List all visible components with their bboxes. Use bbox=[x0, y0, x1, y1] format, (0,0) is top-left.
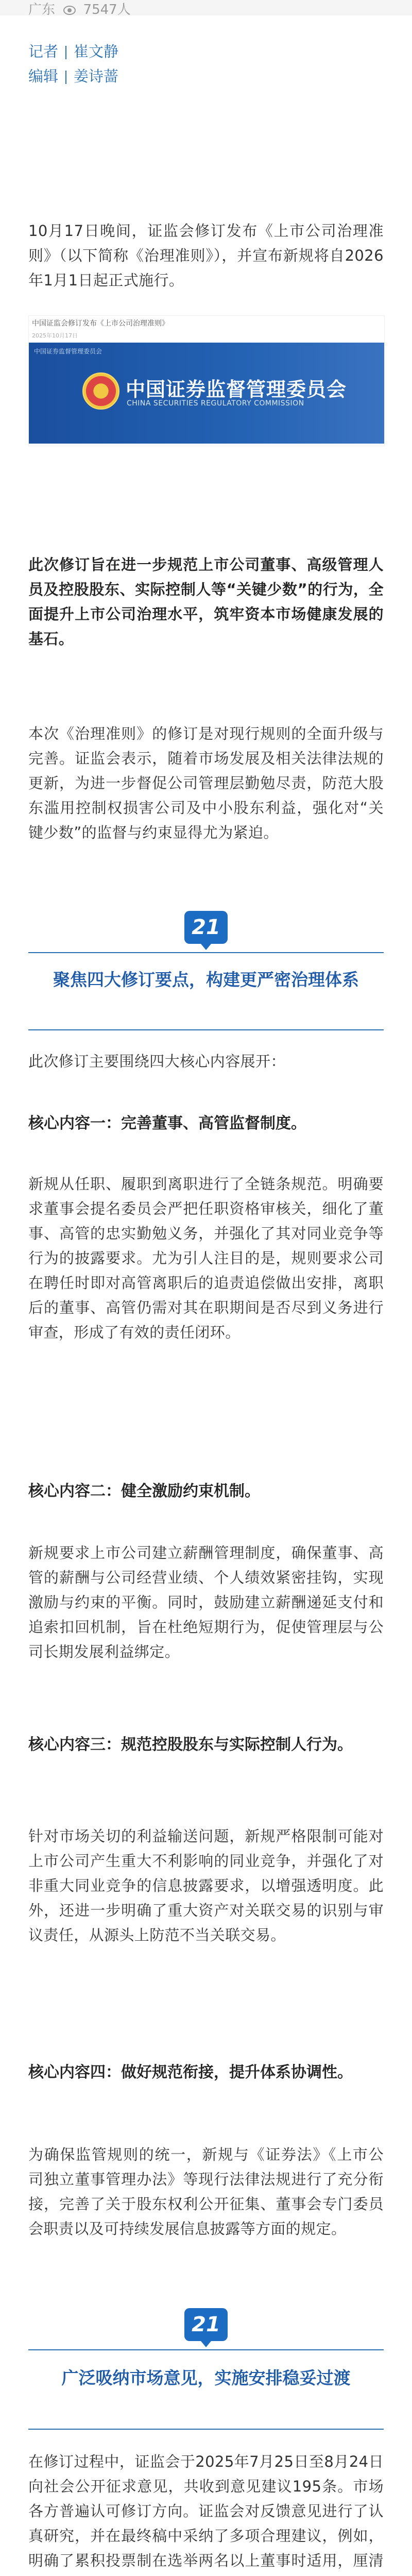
section-divider bbox=[28, 952, 384, 953]
lead-paragraph: 10月17日晚间，证监会修订发布《上市公司治理准则》（以下简称《治理准则》），并宣布新规将自2026年1月1日起正式施行。 bbox=[28, 222, 384, 289]
eye-icon bbox=[63, 6, 76, 15]
reporter-name: 崔文静 bbox=[74, 43, 119, 60]
paragraph-2: 本次《治理准则》的修订是对现行规则的全面升级与完善。证监会表示，随着市场发展及相关法律法规的更新，为进一步督促公司管理层勤勉尽责，防范大股东滥用控制权损害公司及中小股东利益，强化对“关键少数”的监督与约束显得尤为紧迫。 bbox=[28, 725, 384, 841]
banner-cn-name: 中国证券监督管理委员会 bbox=[126, 378, 347, 401]
article-meta-row bbox=[28, 0, 131, 20]
editor-line bbox=[28, 65, 118, 86]
csrc-banner bbox=[29, 343, 384, 444]
editor-name: 姜诗蔷 bbox=[74, 67, 119, 85]
reporter-line bbox=[28, 40, 118, 61]
embedded-image bbox=[28, 315, 385, 446]
body-text-4: 为确保监管规则的统一，新规与《证券法》《上市公司独立董事管理办法》等现行法律法规进行了充分衔接，完善了关于股东权利公开征集、董事会专门委员会职责以及可持续发展信息披露等方面的规定。 bbox=[28, 2146, 384, 2238]
section-divider bbox=[28, 1029, 384, 1030]
section-lead: 此次修订主要围绕四大核心内容展开： bbox=[28, 1053, 286, 1070]
image-date: 2025年10月17日 bbox=[32, 332, 78, 339]
section-badge: 21 bbox=[184, 911, 228, 944]
section-title: 聚焦四大修订要点，构建更严密治理体系 bbox=[53, 970, 359, 990]
section-title: 广泛吸纳市场意见，实施安排稳妥过渡 bbox=[61, 2368, 351, 2388]
reporter-label: 记者 bbox=[28, 43, 59, 60]
banner-en-name: CHINA SECURITIES REGULATORY COMMISSION bbox=[127, 399, 304, 408]
body-text-5: 在修订过程中，证监会于2025年7月25日至8月24日向社会公开征求意见，共收到意见建议195条。市场各方普遍认可修订方向。证监会对反馈意见进行了认真研究，并在最终稿中采纳了多项合理建议，例如，明确了累积投票制在选举两名以上董事时适用，厘清 bbox=[28, 2453, 384, 2569]
subheading-1: 核心内容一：完善董事、高管监督制度。 bbox=[28, 1114, 306, 1132]
paragraph-1: 此次修订旨在进一步规范上市公司董事、高级管理人员及控股股东、实际控制人等“关键少数”的行为，全面提升上市公司治理水平，筑牢资本市场健康发展的基石。 bbox=[28, 556, 384, 648]
body-text-2: 新规要求上市公司建立薪酬管理制度，确保董事、高管的薪酬与公司经营业绩、个人绩效紧密挂钩，实现激励与约束的平衡。同时，鼓励建立薪酬递延支付和追索扣回机制，旨在杜绝短期行为，促使管理层与公司长期发展利益绑定。 bbox=[28, 1544, 384, 1660]
section-badge: 21 bbox=[184, 2308, 228, 2341]
subheading-4: 核心内容四：做好规范衔接，提升体系协调性。 bbox=[28, 2063, 353, 2081]
view-count: 7547人 bbox=[83, 2, 131, 18]
section-divider bbox=[28, 2349, 384, 2350]
editor-label: 编辑 bbox=[28, 67, 59, 85]
image-heading: 中国证监会修订发布《上市公司治理准则》 bbox=[32, 319, 169, 328]
section-divider bbox=[28, 2429, 384, 2430]
body-text-1: 新规从任职、履职到离职进行了全链条规范。明确要求董事会提名委员会严把任职资格审核关，细化了董事、高管的忠实勤勉义务，并强化了其对同业竞争等行为的披露要求。尤为引人注目的是，规则要求公司在聘任时即对高管离职后的追责追偿做出安排，离职后的董事、高管仍需对其在职期间是否尽到义务进行审查，形成了有效的责任闭环。 bbox=[28, 1175, 384, 1341]
subheading-3: 核心内容三：规范控股股东与实际控制人行为。 bbox=[28, 1736, 353, 1754]
location-label: 广东 bbox=[28, 2, 56, 18]
divider bbox=[65, 71, 66, 84]
subheading-2: 核心内容二：健全激励约束机制。 bbox=[28, 1482, 260, 1500]
body-text-3: 针对市场关切的利益输送问题，新规严格限制可能对上市公司产生重大不利影响的同业竞争，并强化了对非重大同业竞争的信息披露要求，以增强透明度。此外，还进一步明确了重大资产对关联交易的识别与审议责任，从源头上防范不当关联交易。 bbox=[28, 1827, 384, 1944]
national-emblem-icon bbox=[82, 372, 119, 410]
banner-site-name: 中国证券监督管理委员会 bbox=[34, 348, 102, 355]
divider bbox=[65, 46, 66, 59]
